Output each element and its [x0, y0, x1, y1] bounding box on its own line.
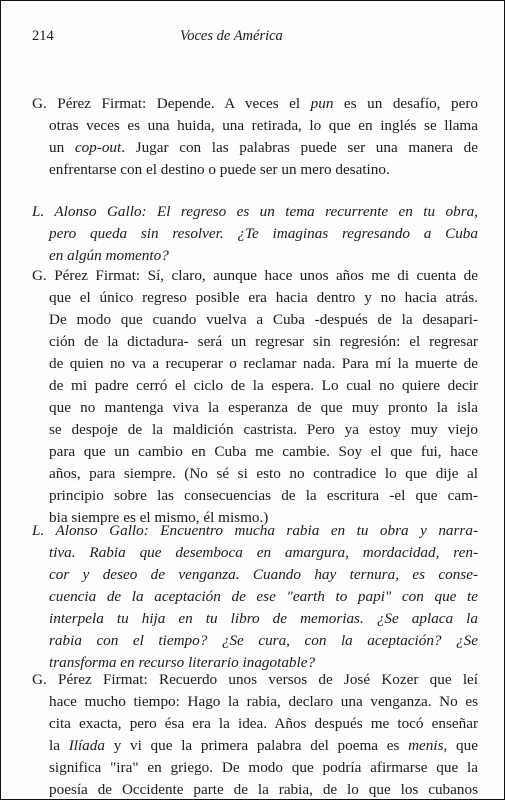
text-line: De modo que cuando vuelva a Cuba -después de la desapari- [49, 311, 478, 328]
text-line: interpela tu hija en tu libro de memorias. ¿Se aplaca la [49, 610, 478, 627]
text-line: significa "ira" en griego. De modo que podría afirmarse que la [49, 759, 478, 776]
text-line: L. Alonso Gallo: Encuentro mucha rabia en tu obra y narra- [32, 522, 478, 539]
question-paragraph [32, 520, 478, 674]
text-line: de mi padre cerró el ciclo de la espera. Lo cual no quiere decir [49, 377, 478, 394]
speaker-label: G. Pérez Firmat: [32, 267, 148, 284]
text-line: otras veces es una huida, una retirada, lo que en inglés se llama [49, 117, 478, 134]
answer-paragraph [32, 93, 478, 181]
text-line: poesía de Occidente parte de la rabia, de lo que los cubanos [49, 781, 478, 798]
text-line: transforma en recurso literario inagotable? [49, 654, 316, 671]
answer-paragraph [32, 265, 478, 529]
speaker-label: L. Alonso Gallo: [32, 203, 158, 220]
text-line: que no mantenga viva la esperanza de que muy pronto la isla [49, 399, 478, 416]
text-line: pero queda sin resolver. ¿Te imaginas regresando a Cuba [49, 225, 478, 242]
text-line: se despoje de la maldición castrista. Pero ya estoy muy viejo [49, 421, 478, 438]
text-line: cuencia de la aceptación de ese "earth to papi" con que te [49, 588, 478, 605]
text-line: enfrentarse con el destino o puede ser un mero desatino. [49, 161, 390, 178]
text-line: rabia con el tiempo? ¿Se cura, con la aceptación? ¿Se [49, 632, 478, 649]
text-line: tiva. Rabia que desemboca en amargura, mordacidad, ren- [49, 544, 478, 561]
text-line: ción de la dictadura- será un regresar sin regresión: el regresar [49, 333, 478, 350]
text-line: cita exacta, pero ésa era la idea. Años después me tocó enseñar [49, 715, 478, 732]
text-line: para que un cambio en Cuba me cambie. Soy el que fui, hace [49, 443, 478, 460]
text-line: en algún momento? [49, 247, 169, 264]
text-line: cor y deseo de venganza. Cuando hay ternura, es conse- [49, 566, 478, 583]
text-line: que el único regreso posible era hacia dentro y no hacia atrás. [49, 289, 478, 306]
text-line: años, para siempre. (No sé si esto no contradice lo que dije al [49, 465, 478, 482]
speaker-label: L. Alonso Gallo: [32, 522, 161, 539]
text-line: G. Pérez Firmat: Sí, claro, aunque hace unos años me di cuenta de [32, 267, 478, 284]
text-line: un cop-out. Jugar con las palabras puede ser una manera de [49, 139, 478, 156]
running-title: Voces de América [180, 28, 283, 44]
question-paragraph [32, 201, 478, 267]
page-number: 214 [32, 28, 54, 44]
answer-paragraph [32, 669, 478, 800]
text-line: L. Alonso Gallo: El regreso es un tema recurrente en tu obra, [32, 203, 478, 220]
text-line: G. Pérez Firmat: Depende. A veces el pun es un desafío, pero [32, 95, 478, 112]
speaker-label: G. Pérez Firmat: [32, 95, 157, 112]
text-line: principio sobre las consecuencias de la escritura -el que cam- [49, 487, 478, 504]
text-line: de quien no va a recuperar o reclamar nada. Para mí la muerte de [49, 355, 478, 372]
text-line: la Ilíada y vi que la primera palabra del poema es menis, que [49, 737, 478, 754]
speaker-label: G. Pérez Firmat: [32, 671, 159, 688]
text-line: hace mucho tiempo: Hago la rabia, declaro una venganza. No es [49, 693, 478, 710]
text-line: G. Pérez Firmat: Recuerdo unos versos de José Kozer que leí [32, 671, 479, 688]
text-line: bia siempre es el mismo, él mismo.) [49, 509, 269, 526]
